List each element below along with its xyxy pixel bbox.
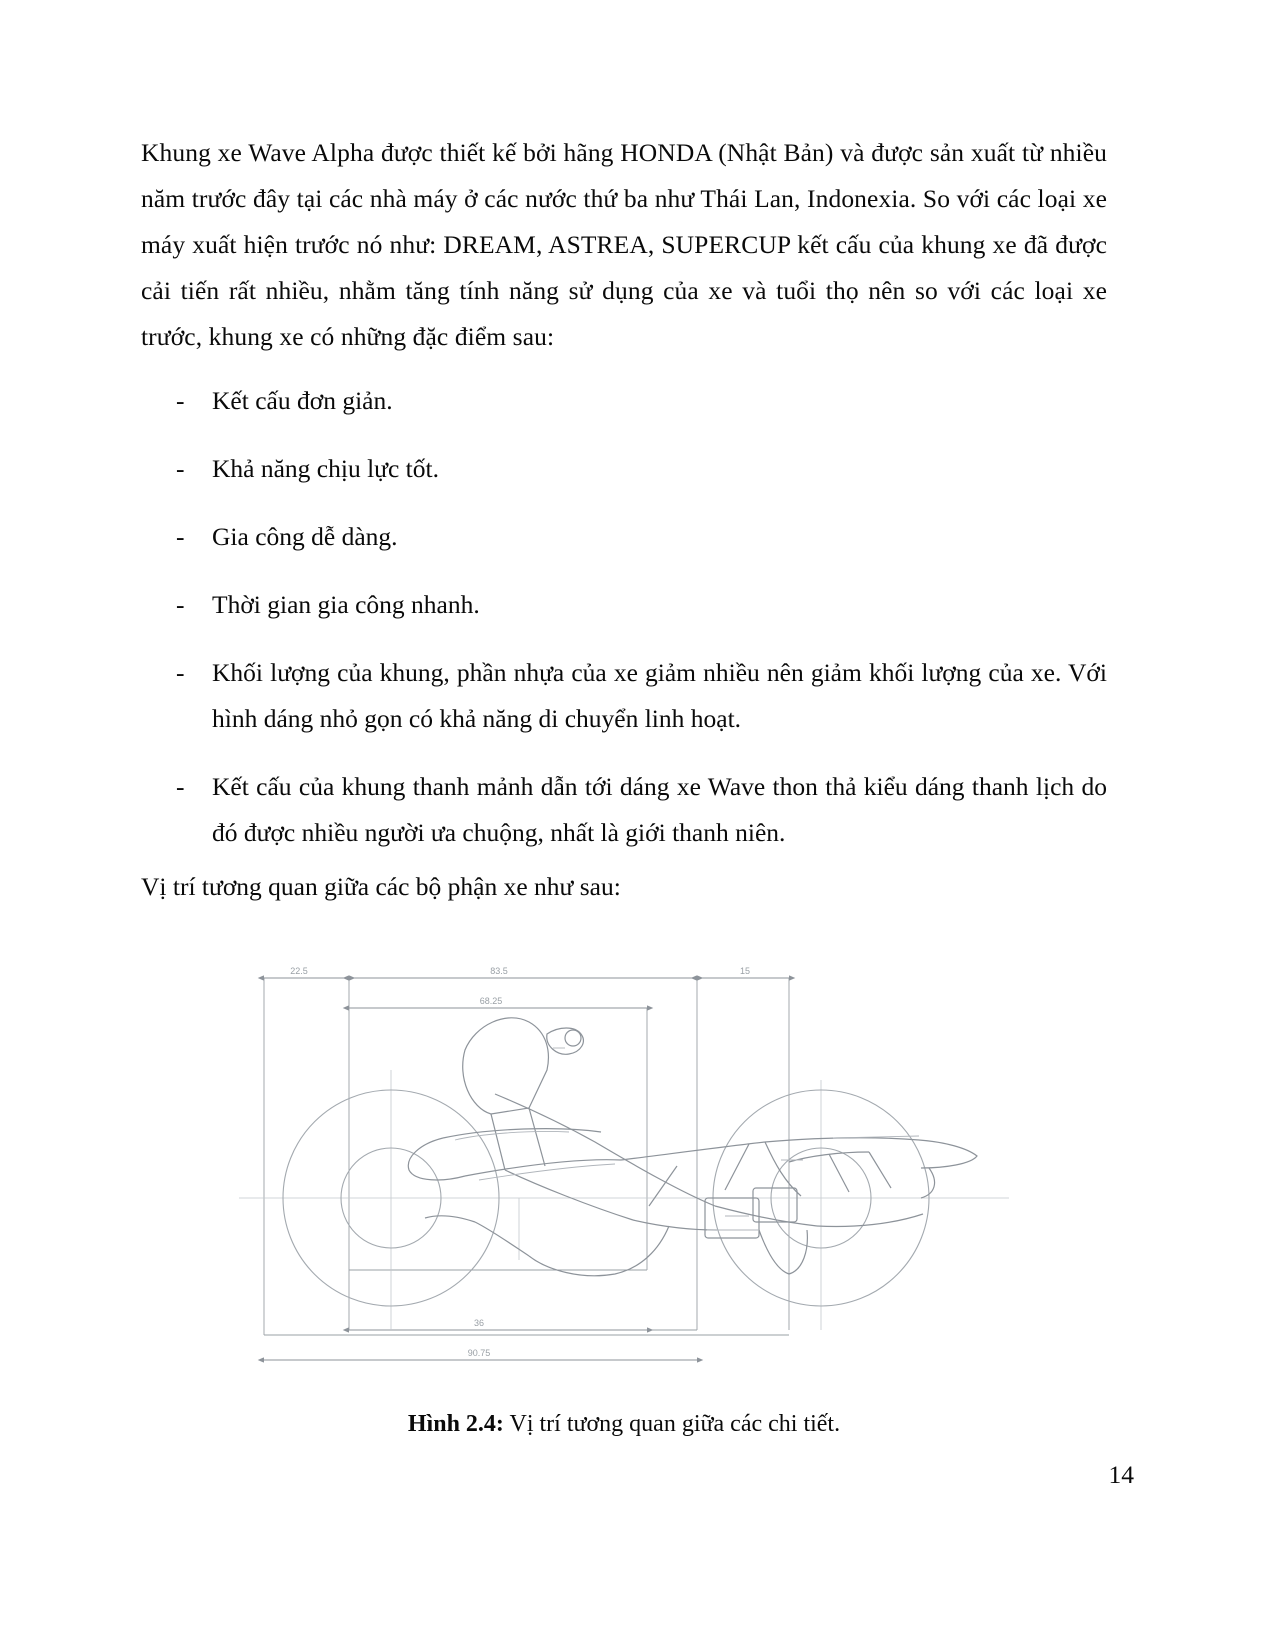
page-content xyxy=(141,130,1107,1441)
list-item-text: Gia công dễ dàng. xyxy=(212,522,398,551)
figure-caption xyxy=(141,1407,1107,1441)
list-item xyxy=(141,378,1107,424)
list-item xyxy=(141,582,1107,628)
list-item-text: Kết cấu đơn giản. xyxy=(212,386,393,415)
dimension-label-22-5: 22.5 xyxy=(290,966,308,976)
bullet-dash: - xyxy=(176,522,185,551)
bullet-dash: - xyxy=(176,454,185,483)
list-item xyxy=(141,514,1107,560)
motorcycle-technical-drawing xyxy=(229,930,1019,1385)
construction-lines xyxy=(239,1070,1009,1330)
dimension-frame xyxy=(264,978,789,1335)
list-item-text: Kết cấu của khung thanh mảnh dẫn tới dáng xe Wave thon thả kiểu dáng thanh lịch do đó được nhiều người ưa chuộng, nhất là giới thanh niên. xyxy=(212,772,1107,847)
list-item xyxy=(141,446,1107,492)
list-item-text: Khả năng chịu lực tốt. xyxy=(212,454,439,483)
dimension-label-83-5: 83.5 xyxy=(490,966,508,976)
body-silhouette xyxy=(408,1018,977,1276)
bullet-dash: - xyxy=(176,590,185,619)
dimension-label-15: 15 xyxy=(739,966,751,976)
bullet-dash: - xyxy=(176,772,185,801)
page-number: 14 xyxy=(1108,1460,1134,1489)
bullet-dash: - xyxy=(176,658,185,687)
figure-container xyxy=(141,930,1107,1385)
dimension-label-90-75: 90.75 xyxy=(467,1348,491,1358)
figure-intro-line: Vị trí tương quan giữa các bộ phận xe như sau: xyxy=(141,872,621,901)
dimension-label-68-25: 68.25 xyxy=(479,996,503,1006)
figure-caption-text: Vị trí tương quan giữa các chi tiết. xyxy=(503,1411,841,1437)
dimension-label-36: 36 xyxy=(473,1318,485,1328)
detail-lines xyxy=(455,1048,919,1230)
list-item xyxy=(141,650,1107,742)
intro-paragraph: Khung xe Wave Alpha được thiết kế bởi hãng HONDA (Nhật Bản) và được sản xuất từ nhiều năm trước đây tại các nhà máy ở các nước thứ ba như Thái Lan, Indonexia. So với các loại xe máy xuất hiện trước nó như: DREAM, ASTREA, SUPERCUP kết cấu của khung xe đã được cải tiến rất nhiều, nhằm tăng tính năng sử dụng của xe và tuổi thọ nên so với các loại xe trước, khung xe có những đặc điểm sau: xyxy=(141,138,1107,351)
list-item-text: Khối lượng của khung, phần nhựa của xe giảm nhiều nên giảm khối lượng của xe. Với hình dáng nhỏ gọn có khả năng di chuyển linh hoạt. xyxy=(212,658,1107,733)
bullet-dash: - xyxy=(176,386,185,415)
dimension-lines xyxy=(264,978,789,1360)
list-item-text: Thời gian gia công nhanh. xyxy=(212,590,480,619)
feature-list xyxy=(141,378,1107,856)
figure-caption-label: Hình 2.4: xyxy=(407,1411,504,1437)
list-item xyxy=(141,764,1107,856)
